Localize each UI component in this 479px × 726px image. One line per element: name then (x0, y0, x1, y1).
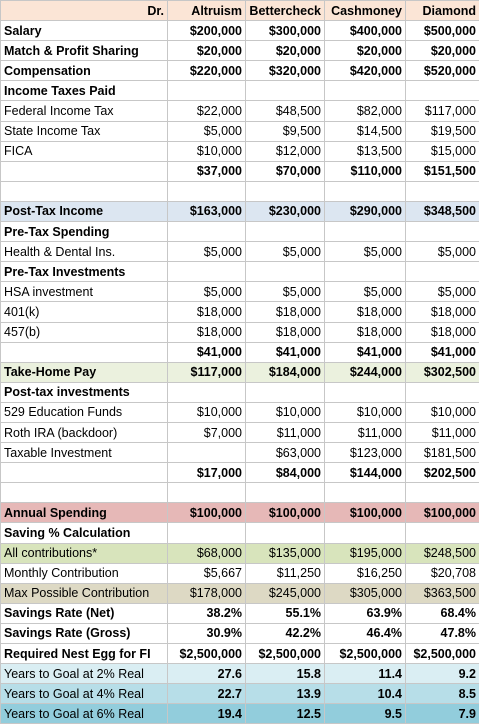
cell-altruism: $200,000 (168, 21, 246, 41)
cell-altruism: $220,000 (168, 61, 246, 81)
row-label: Required Nest Egg for FI (1, 644, 168, 664)
cell-altruism: $17,000 (168, 463, 246, 483)
cell-cashmoney (325, 81, 406, 101)
cell-cashmoney: $123,000 (325, 443, 406, 463)
row-post-tax-total (1, 463, 479, 483)
cell-altruism (168, 262, 246, 282)
cell-bettercheck (246, 181, 325, 201)
row-label: All contributions* (1, 543, 168, 563)
row-pre-tax-total (1, 342, 479, 362)
cell-diamond: $302,500 (406, 362, 479, 382)
cell-cashmoney: $2,500,000 (325, 644, 406, 664)
row-label: Years to Goal at 2% Real (1, 664, 168, 684)
cell-bettercheck: 42.2% (246, 623, 325, 643)
cell-diamond: $20,708 (406, 563, 479, 583)
row-monthly-contribution (1, 563, 479, 583)
cell-diamond: $19,500 (406, 121, 479, 141)
cell-bettercheck (246, 222, 325, 242)
cell-cashmoney: $10,000 (325, 402, 406, 422)
cell-altruism: $20,000 (168, 41, 246, 61)
cell-bettercheck: $18,000 (246, 302, 325, 322)
cell-altruism: 38.2% (168, 603, 246, 623)
cell-altruism: $10,000 (168, 141, 246, 161)
row-label: Post-Tax Income (1, 201, 168, 221)
cell-cashmoney: $195,000 (325, 543, 406, 563)
section-heading: Pre-Tax Investments (1, 262, 168, 282)
cell-diamond: $100,000 (406, 503, 479, 523)
cell-diamond (406, 81, 479, 101)
row-label: State Income Tax (1, 121, 168, 141)
cell-cashmoney: $420,000 (325, 61, 406, 81)
cell-diamond: $520,000 (406, 61, 479, 81)
cell-diamond: $151,500 (406, 161, 479, 181)
header-cell-dr: Dr. (1, 1, 168, 21)
row-roth-ira (1, 422, 479, 442)
row-label (1, 181, 168, 201)
cell-altruism (168, 523, 246, 543)
cell-altruism: $68,000 (168, 543, 246, 563)
cell-diamond: $18,000 (406, 322, 479, 342)
cell-diamond: $181,500 (406, 443, 479, 463)
section-heading: Pre-Tax Spending (1, 222, 168, 242)
cell-bettercheck: $184,000 (246, 362, 325, 382)
cell-cashmoney: 9.5 (325, 704, 406, 724)
row-years-to-goal-2pct (1, 664, 479, 684)
cell-altruism (168, 382, 246, 402)
cell-diamond: $41,000 (406, 342, 479, 362)
cell-bettercheck: $9,500 (246, 121, 325, 141)
cell-cashmoney: $14,500 (325, 121, 406, 141)
cell-bettercheck: $12,000 (246, 141, 325, 161)
row-label: Taxable Investment (1, 443, 168, 463)
row-years-to-goal-6pct (1, 704, 479, 724)
cell-altruism: 19.4 (168, 704, 246, 724)
cell-cashmoney: $244,000 (325, 362, 406, 382)
cell-altruism: $5,667 (168, 563, 246, 583)
cell-altruism: 27.6 (168, 664, 246, 684)
row-label: 529 Education Funds (1, 402, 168, 422)
section-heading: Post-tax investments (1, 382, 168, 402)
cell-altruism: $22,000 (168, 101, 246, 121)
cell-bettercheck: $11,250 (246, 563, 325, 583)
cell-cashmoney (325, 262, 406, 282)
section-heading: Saving % Calculation (1, 523, 168, 543)
cell-cashmoney: $13,500 (325, 141, 406, 161)
header-cell-cashmoney: Cashmoney (325, 1, 406, 21)
row-label: Years to Goal at 6% Real (1, 704, 168, 724)
cell-altruism: $163,000 (168, 201, 246, 221)
row-savings-rate-gross (1, 623, 479, 643)
cell-diamond: $18,000 (406, 302, 479, 322)
cell-bettercheck (246, 382, 325, 402)
row-annual-spending (1, 503, 479, 523)
cell-altruism (168, 81, 246, 101)
cell-bettercheck: $48,500 (246, 101, 325, 121)
cell-altruism: $37,000 (168, 161, 246, 181)
cell-diamond (406, 382, 479, 402)
cell-diamond: $2,500,000 (406, 644, 479, 664)
row-years-to-goal-4pct (1, 684, 479, 704)
cell-bettercheck: $135,000 (246, 543, 325, 563)
cell-altruism: $10,000 (168, 402, 246, 422)
row-label (1, 161, 168, 181)
row-label: 457(b) (1, 322, 168, 342)
row-label: Salary (1, 21, 168, 41)
cell-altruism: $18,000 (168, 302, 246, 322)
cell-bettercheck (246, 262, 325, 282)
cell-bettercheck: $18,000 (246, 322, 325, 342)
row-529-education-funds (1, 402, 479, 422)
cell-cashmoney: $5,000 (325, 242, 406, 262)
header-cell-altruism: Altruism (168, 1, 246, 21)
cell-diamond: 7.9 (406, 704, 479, 724)
row-label (1, 483, 168, 503)
cell-bettercheck: $245,000 (246, 583, 325, 603)
row-401k (1, 302, 479, 322)
cell-diamond: 9.2 (406, 664, 479, 684)
row-compensation (1, 61, 479, 81)
cell-bettercheck: 55.1% (246, 603, 325, 623)
cell-diamond: $500,000 (406, 21, 479, 41)
cell-cashmoney (325, 523, 406, 543)
cell-bettercheck: $41,000 (246, 342, 325, 362)
row-hsa-investment (1, 282, 479, 302)
cell-diamond: $15,000 (406, 141, 479, 161)
row-health-dental-ins (1, 242, 479, 262)
header-cell-diamond: Diamond (406, 1, 479, 21)
row-all-contributions (1, 543, 479, 563)
cell-cashmoney (325, 222, 406, 242)
cell-diamond (406, 181, 479, 201)
cell-cashmoney: $110,000 (325, 161, 406, 181)
cell-cashmoney: 10.4 (325, 684, 406, 704)
cell-diamond (406, 483, 479, 503)
row-match-profit-sharing (1, 41, 479, 61)
cell-altruism: $7,000 (168, 422, 246, 442)
cell-diamond (406, 222, 479, 242)
cell-cashmoney: 63.9% (325, 603, 406, 623)
row-salary (1, 21, 479, 41)
row-label: Savings Rate (Gross) (1, 623, 168, 643)
cell-altruism: $100,000 (168, 503, 246, 523)
row-saving-calculation (1, 523, 479, 543)
cell-bettercheck: $84,000 (246, 463, 325, 483)
row-fica (1, 141, 479, 161)
cell-cashmoney: $100,000 (325, 503, 406, 523)
cell-altruism: 30.9% (168, 623, 246, 643)
cell-altruism (168, 483, 246, 503)
row-blank (1, 181, 479, 201)
cell-bettercheck: $5,000 (246, 242, 325, 262)
row-label: Years to Goal at 4% Real (1, 684, 168, 704)
cell-bettercheck: $230,000 (246, 201, 325, 221)
cell-diamond (406, 523, 479, 543)
row-label: Federal Income Tax (1, 101, 168, 121)
cell-altruism: $18,000 (168, 322, 246, 342)
cell-cashmoney: $144,000 (325, 463, 406, 483)
cell-cashmoney: $16,250 (325, 563, 406, 583)
cell-altruism: $5,000 (168, 121, 246, 141)
cell-bettercheck (246, 483, 325, 503)
cell-bettercheck: $10,000 (246, 402, 325, 422)
cell-diamond: $363,500 (406, 583, 479, 603)
cell-diamond: $5,000 (406, 282, 479, 302)
cell-cashmoney: $11,000 (325, 422, 406, 442)
cell-diamond: $20,000 (406, 41, 479, 61)
row-pre-tax-investments (1, 262, 479, 282)
cell-cashmoney: $41,000 (325, 342, 406, 362)
cell-cashmoney: $20,000 (325, 41, 406, 61)
cell-altruism: $117,000 (168, 362, 246, 382)
row-label: Savings Rate (Net) (1, 603, 168, 623)
header-row (1, 1, 479, 21)
cell-bettercheck: $2,500,000 (246, 644, 325, 664)
cell-diamond: $11,000 (406, 422, 479, 442)
cell-diamond: $10,000 (406, 402, 479, 422)
row-457b (1, 322, 479, 342)
cell-diamond: $5,000 (406, 242, 479, 262)
cell-altruism (168, 222, 246, 242)
row-required-nest-egg (1, 644, 479, 664)
section-heading: Income Taxes Paid (1, 81, 168, 101)
cell-cashmoney (325, 382, 406, 402)
cell-altruism: 22.7 (168, 684, 246, 704)
cell-altruism (168, 181, 246, 201)
cell-cashmoney: 46.4% (325, 623, 406, 643)
cell-cashmoney: $305,000 (325, 583, 406, 603)
cell-diamond: $348,500 (406, 201, 479, 221)
cell-cashmoney: $290,000 (325, 201, 406, 221)
cell-cashmoney: $5,000 (325, 282, 406, 302)
row-label: HSA investment (1, 282, 168, 302)
row-label: Annual Spending (1, 503, 168, 523)
cell-cashmoney: $18,000 (325, 322, 406, 342)
row-take-home-pay (1, 362, 479, 382)
cell-diamond: 68.4% (406, 603, 479, 623)
row-blank (1, 483, 479, 503)
cell-cashmoney (325, 181, 406, 201)
row-label: Take-Home Pay (1, 362, 168, 382)
cell-cashmoney (325, 483, 406, 503)
cell-bettercheck: 15.8 (246, 664, 325, 684)
cell-cashmoney: $400,000 (325, 21, 406, 41)
cell-altruism: $41,000 (168, 342, 246, 362)
row-label: Compensation (1, 61, 168, 81)
row-label (1, 463, 168, 483)
cell-cashmoney: 11.4 (325, 664, 406, 684)
cell-bettercheck: $70,000 (246, 161, 325, 181)
cell-bettercheck: $63,000 (246, 443, 325, 463)
cell-altruism (168, 443, 246, 463)
row-tax-total (1, 161, 479, 181)
cell-altruism: $5,000 (168, 242, 246, 262)
cell-cashmoney: $18,000 (325, 302, 406, 322)
cell-bettercheck (246, 523, 325, 543)
row-label: Health & Dental Ins. (1, 242, 168, 262)
cell-diamond: 47.8% (406, 623, 479, 643)
row-max-possible-contribution (1, 583, 479, 603)
row-post-tax-investments (1, 382, 479, 402)
row-label: FICA (1, 141, 168, 161)
cell-altruism: $5,000 (168, 282, 246, 302)
cell-diamond: $248,500 (406, 543, 479, 563)
cell-diamond: 8.5 (406, 684, 479, 704)
row-state-income-tax (1, 121, 479, 141)
cell-bettercheck: $5,000 (246, 282, 325, 302)
cell-bettercheck (246, 81, 325, 101)
row-savings-rate-net (1, 603, 479, 623)
row-label: Match & Profit Sharing (1, 41, 168, 61)
cell-bettercheck: $320,000 (246, 61, 325, 81)
row-label: 401(k) (1, 302, 168, 322)
row-label: Max Possible Contribution (1, 583, 168, 603)
row-federal-income-tax (1, 101, 479, 121)
cell-diamond (406, 262, 479, 282)
cell-altruism: $2,500,000 (168, 644, 246, 664)
row-pre-tax-spending (1, 222, 479, 242)
cell-bettercheck: $20,000 (246, 41, 325, 61)
row-income-taxes-paid (1, 81, 479, 101)
row-label: Roth IRA (backdoor) (1, 422, 168, 442)
cell-bettercheck: $100,000 (246, 503, 325, 523)
row-taxable-investment (1, 443, 479, 463)
row-post-tax-income (1, 201, 479, 221)
header-cell-bettercheck: Bettercheck (246, 1, 325, 21)
cell-diamond: $117,000 (406, 101, 479, 121)
row-label (1, 342, 168, 362)
cell-altruism: $178,000 (168, 583, 246, 603)
row-label: Monthly Contribution (1, 563, 168, 583)
cell-bettercheck: 13.9 (246, 684, 325, 704)
cell-bettercheck: 12.5 (246, 704, 325, 724)
cell-bettercheck: $11,000 (246, 422, 325, 442)
cell-cashmoney: $82,000 (325, 101, 406, 121)
cell-diamond: $202,500 (406, 463, 479, 483)
cell-bettercheck: $300,000 (246, 21, 325, 41)
